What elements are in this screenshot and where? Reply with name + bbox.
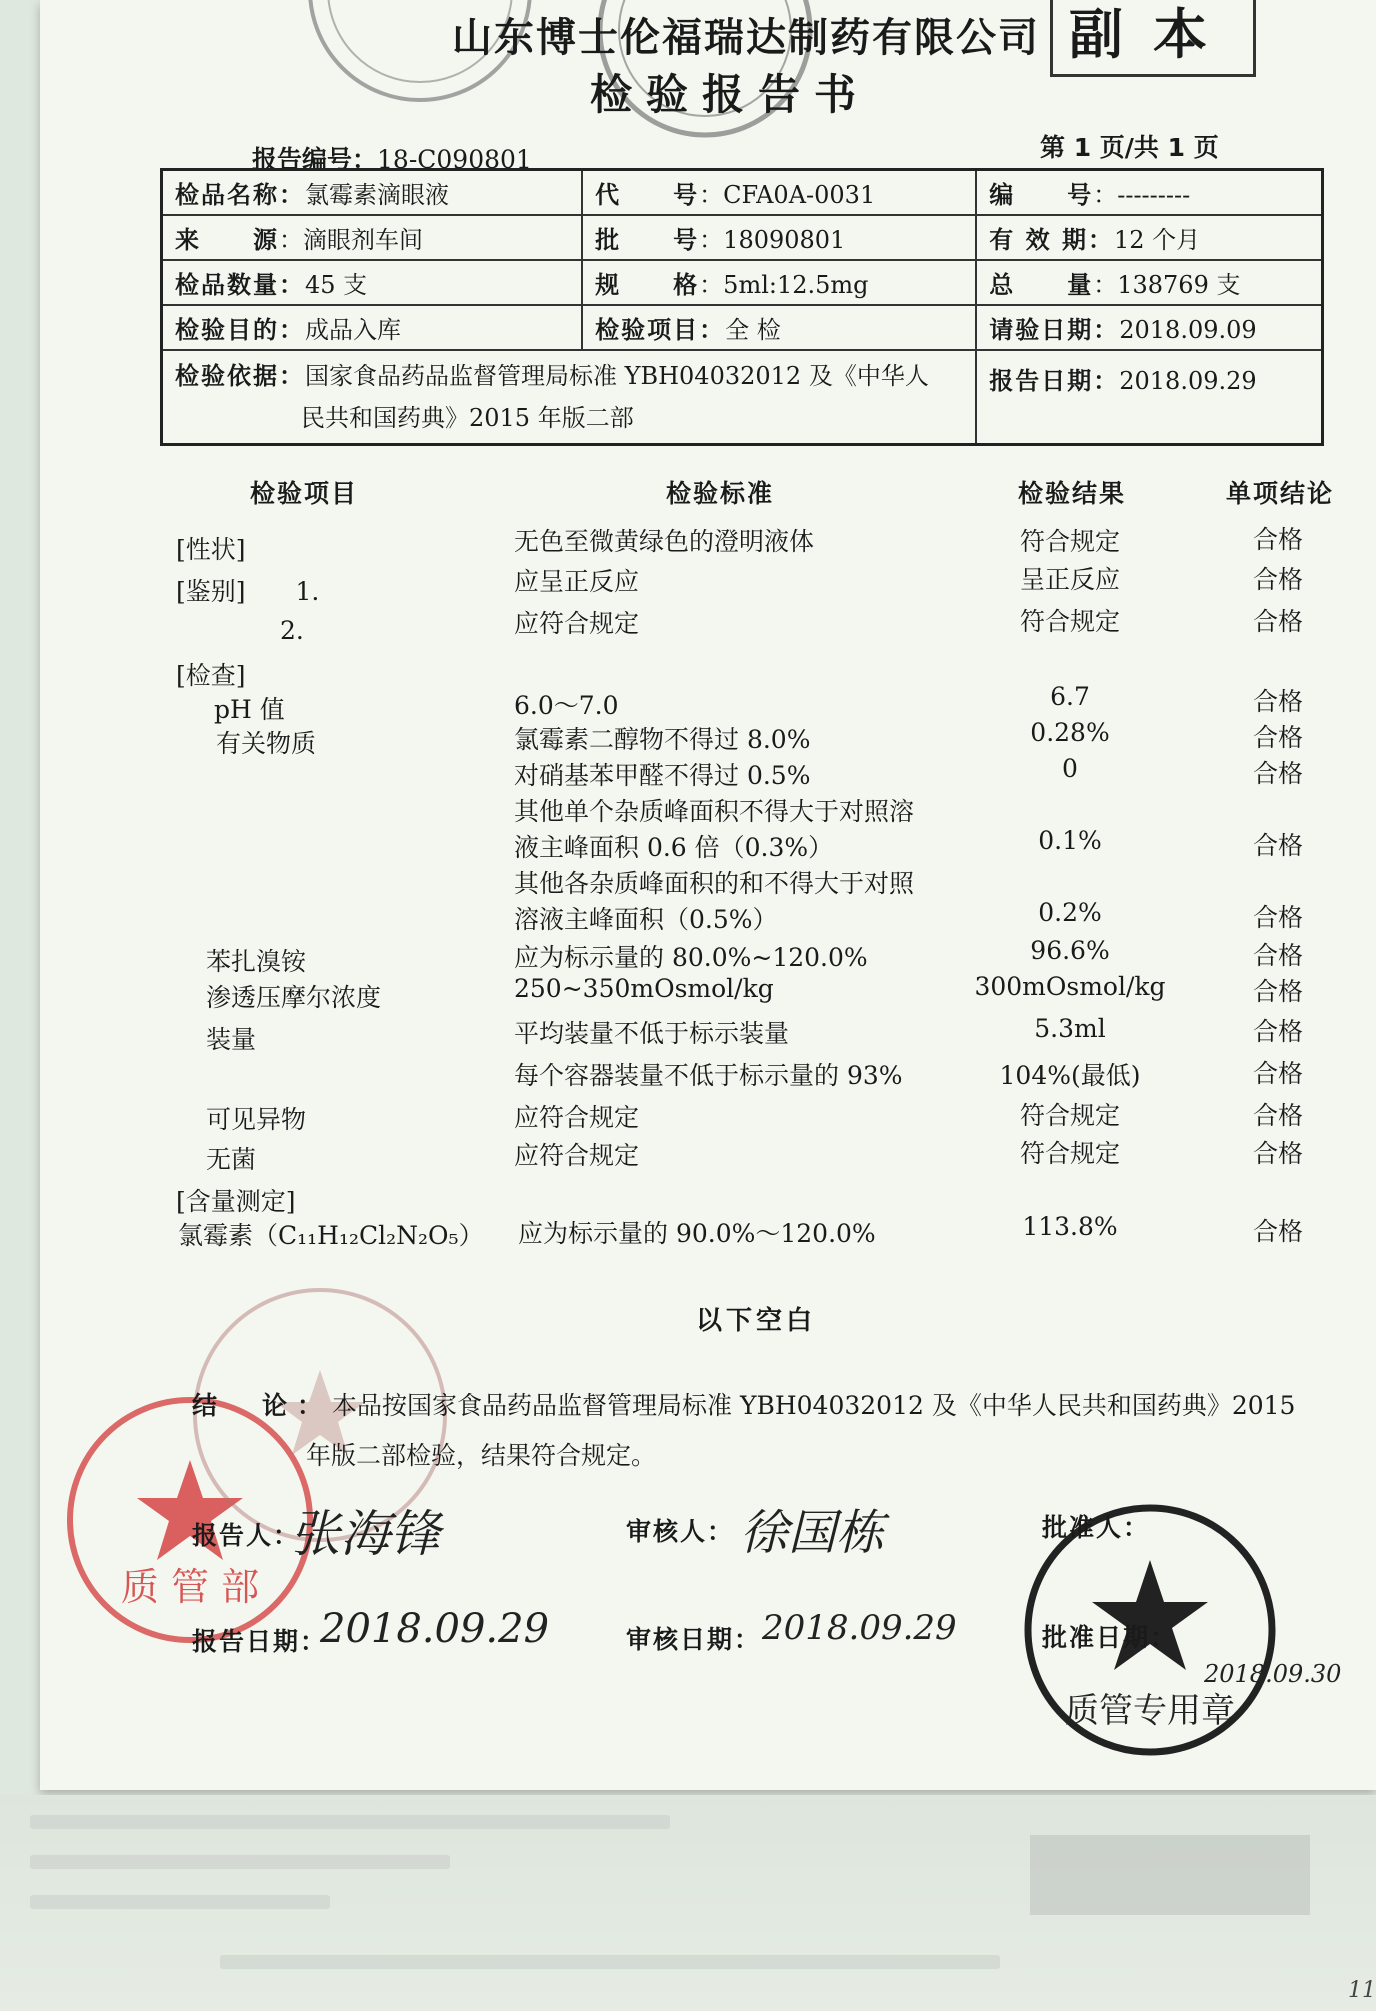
qty-label: 检品数量： [175, 271, 305, 299]
report-date-label: 报告日期： [989, 367, 1120, 395]
info-cell [162, 260, 583, 305]
conclusion-line-1: 本品按国家食品药品监督管理局标准 YBH04032012 及《中华人民共和国药典》2015 [332, 1391, 1296, 1420]
row-standard: 对硝基苯甲醛不得过 0.5% [514, 761, 811, 790]
info-table [160, 168, 1324, 446]
row-result: 5.3ml [1034, 1014, 1106, 1043]
qty-value: 45 支 [305, 271, 368, 299]
source-label: 来 源 [175, 226, 279, 254]
batch-value: ：18090801 [699, 226, 846, 254]
info-cell [976, 350, 1322, 445]
row-result: 0.2% [1038, 898, 1102, 927]
info-cell [162, 215, 583, 260]
row-conclusion: 合格 [1252, 903, 1304, 932]
batch-label: 批 号 [595, 226, 700, 254]
ghost-line [220, 1955, 1000, 1969]
report-date-handwritten: 2018.09.29 [320, 1606, 550, 1652]
code-label: 代 号 [595, 181, 700, 209]
row-result: 96.6% [1030, 936, 1110, 965]
report-number-value: 18-C090801 [377, 145, 532, 174]
row-item: [性状] [176, 535, 246, 564]
row-result: 113.8% [1022, 1212, 1118, 1241]
purpose-value: 成品入库 [305, 316, 401, 344]
row-item: pH 值 [214, 695, 285, 724]
conclusion-line-2: 年版二部检验，结果符合规定。 [306, 1441, 657, 1470]
row-item: 有关物质 [216, 729, 317, 758]
num-label: 编 号 [989, 181, 1094, 209]
row-conclusion: 合格 [1252, 1017, 1304, 1046]
row-standard: 无色至微黄绿色的澄明液体 [514, 527, 815, 556]
row-result: 0.1% [1038, 826, 1102, 855]
page-info: 第 1 页/共 1 页 [1040, 133, 1219, 162]
num-value: ：--------- [1093, 181, 1191, 209]
row-result: 符合规定 [1019, 1139, 1121, 1168]
info-row [162, 350, 1323, 445]
approve-date-label: 批准日期： [1042, 1623, 1178, 1652]
row-standard: 其他单个杂质峰面积不得大于对照溶 [514, 797, 915, 826]
row-standard: 每个容器装量不低于标示量的 93% [514, 1061, 903, 1090]
report-date-value: 2018.09.29 [1119, 367, 1257, 395]
info-cell [582, 215, 976, 260]
document-title: 检验报告书 [590, 70, 871, 119]
row-result: 0 [1062, 754, 1078, 783]
copy-mark: 副本 [1050, 0, 1256, 77]
row-standard: 应为标示量的 90.0%～120.0% [518, 1219, 876, 1248]
name-label: 检品名称： [175, 181, 305, 209]
row-conclusion: 合格 [1252, 565, 1304, 594]
row-conclusion: 合格 [1252, 977, 1304, 1006]
basis-label: 检验依据： [175, 362, 305, 390]
row-item: 无菌 [206, 1145, 257, 1174]
info-cell [162, 350, 977, 445]
row-item: 装量 [206, 1025, 257, 1054]
col-header-item: 检验项目 [250, 479, 359, 508]
row-item: [含量测定] [176, 1187, 296, 1216]
ghost-line [30, 1815, 670, 1829]
info-cell [162, 305, 583, 350]
reporter-label: 报告人： [192, 1521, 301, 1550]
row-conclusion: 合格 [1252, 687, 1304, 716]
review-date-handwritten: 2018.09.29 [762, 1608, 957, 1648]
approver-label: 批准人： [1042, 1513, 1151, 1542]
svg-text:质 管 部: 质 管 部 [120, 1565, 260, 1609]
row-result: 呈正反应 [1019, 565, 1121, 594]
item-value: 全 检 [725, 316, 781, 344]
row-result: 6.7 [1050, 682, 1090, 711]
report-date-sign-label: 报告日期： [192, 1627, 328, 1656]
reviewer-label: 审核人： [626, 1517, 735, 1546]
name-value: 氯霉素滴眼液 [305, 181, 449, 209]
col-header-conclusion: 单项结论 [1226, 479, 1335, 508]
row-item: 2. [280, 616, 304, 645]
info-row [162, 215, 1323, 260]
row-standard: 250~350mOsmol/kg [514, 974, 774, 1003]
row-result: 104%(最低) [999, 1061, 1141, 1090]
row-standard: 液主峰面积 0.6 倍（0.3%） [514, 833, 834, 862]
info-row [162, 170, 1323, 216]
row-result: 300mOsmol/kg [974, 972, 1166, 1001]
row-item: 可见异物 [206, 1105, 307, 1134]
conclusion-label: 结 论： [192, 1391, 333, 1420]
row-standard: 应符合规定 [514, 609, 640, 638]
page-mark: 11 [1348, 1978, 1376, 2003]
info-cell [976, 170, 1322, 216]
info-cell [582, 170, 976, 216]
row-standard: 应符合规定 [514, 1103, 640, 1132]
row-standard: 应呈正反应 [514, 567, 640, 596]
info-cell [976, 260, 1322, 305]
row-conclusion: 合格 [1252, 831, 1304, 860]
item-label: 检验项目： [595, 316, 726, 344]
approve-date-handwritten: 2018.09.30 [1204, 1660, 1342, 1688]
col-header-result: 检验结果 [1018, 479, 1127, 508]
ghost-line [30, 1895, 330, 1909]
row-item: [鉴别] 1. [176, 577, 320, 606]
code-value: ：CFA0A-0031 [699, 181, 876, 209]
ghost-line [30, 1855, 450, 1869]
report-number-label: 报告编号： [252, 145, 378, 174]
conclusion [192, 1386, 1295, 1422]
row-standard: 溶液主峰面积（0.5%） [514, 905, 778, 934]
row-conclusion: 合格 [1252, 607, 1304, 636]
row-result: 符合规定 [1019, 607, 1121, 636]
row-conclusion: 合格 [1252, 941, 1304, 970]
blank-note: 以下空白 [696, 1306, 817, 1336]
row-conclusion: 合格 [1252, 1139, 1304, 1168]
row-standard: 其他各杂质峰面积的和不得大于对照 [514, 869, 915, 898]
row-standard: 平均装量不低于标示装量 [514, 1019, 790, 1048]
svg-text:质管专用章: 质管专用章 [1065, 1691, 1235, 1731]
info-cell [582, 260, 976, 305]
row-conclusion: 合格 [1252, 1101, 1304, 1130]
row-conclusion: 合格 [1252, 1217, 1304, 1246]
col-header-standard: 检验标准 [666, 479, 775, 508]
row-conclusion: 合格 [1252, 723, 1304, 752]
scan-background [0, 1795, 1376, 2011]
request-date-value: 2018.09.09 [1119, 316, 1257, 344]
row-item: 苯扎溴铵 [206, 947, 307, 976]
info-cell [162, 170, 583, 216]
row-standard: 应为标示量的 80.0%~120.0% [514, 943, 868, 972]
row-result: 符合规定 [1019, 1101, 1121, 1130]
request-date-label: 请验日期： [989, 316, 1120, 344]
row-item: 氯霉素（C₁₁H₁₂Cl₂N₂O₅） [178, 1221, 484, 1250]
row-result: 0.28% [1030, 718, 1110, 747]
purpose-label: 检验目的： [175, 316, 305, 344]
row-standard: 6.0～7.0 [514, 691, 619, 720]
spec-value: ：5ml:12.5mg [699, 271, 869, 299]
row-result: 符合规定 [1019, 527, 1121, 556]
row-item: [检查] [176, 661, 246, 690]
info-row [162, 260, 1323, 305]
source-value: ：滴眼剂车间 [279, 226, 423, 254]
info-row [162, 305, 1323, 350]
row-conclusion: 合格 [1252, 525, 1304, 554]
row-standard: 氯霉素二醇物不得过 8.0% [514, 725, 811, 754]
row-standard: 应符合规定 [514, 1141, 640, 1170]
row-conclusion: 合格 [1252, 1059, 1304, 1088]
reviewer-signature: 徐国栋 [740, 1505, 885, 1561]
validity-label: 有 效 期： [989, 226, 1114, 254]
info-cell [582, 305, 976, 350]
info-cell [976, 305, 1322, 350]
reporter-signature: 张海锋 [290, 1505, 440, 1563]
total-label: 总 量 [989, 271, 1094, 299]
row-item: 渗透压摩尔浓度 [206, 983, 382, 1012]
ghost-box [1030, 1835, 1310, 1915]
row-conclusion: 合格 [1252, 759, 1304, 788]
total-value: ：138769 支 [1093, 271, 1241, 299]
spec-label: 规 格 [595, 271, 700, 299]
basis-line-1: 国家食品药品监督管理局标准 YBH04032012 及《中华人 [305, 362, 929, 390]
basis-line-2: 民共和国药典》2015 年版二部 [301, 404, 634, 432]
validity-value: 12 个月 [1113, 226, 1201, 254]
review-date-label: 审核日期： [626, 1625, 762, 1654]
company-name: 山东博士伦福瑞达制药有限公司 [452, 15, 1040, 61]
info-cell [976, 215, 1322, 260]
